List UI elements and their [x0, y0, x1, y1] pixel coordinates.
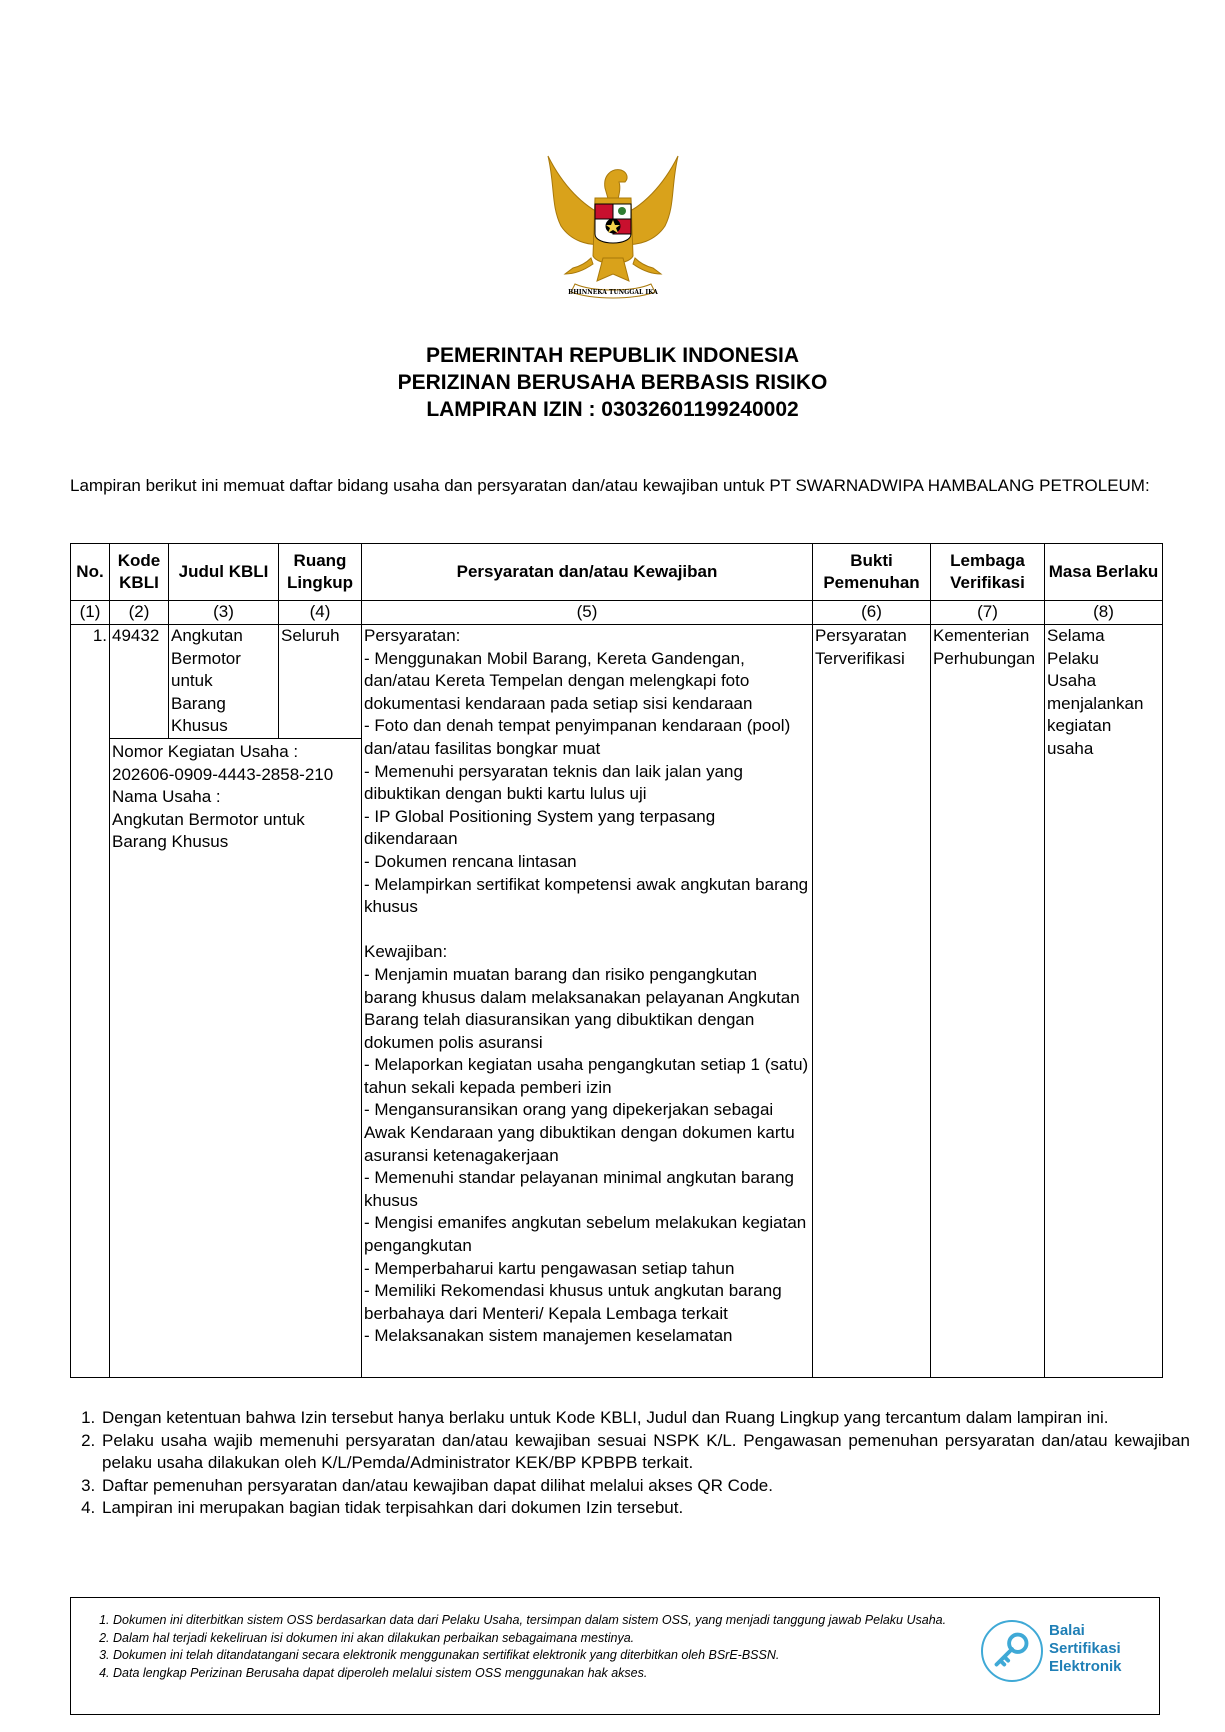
header-lembaga-verifikasi: Lembaga Verifikasi — [931, 544, 1045, 601]
header-persyaratan: Persyaratan dan/atau Kewajiban — [362, 544, 813, 601]
header-line-1: PEMERINTAH REPUBLIK INDONESIA — [426, 344, 799, 367]
header-masa-berlaku: Masa Berlaku — [1045, 544, 1163, 601]
notes-list — [70, 1407, 1190, 1520]
ruang-lingkup-value: Seluruh — [278, 625, 361, 738]
column-number-row — [71, 601, 1163, 625]
header-no: No. — [71, 544, 110, 601]
bukti-pemenuhan-value: Persyaratan Terverifikasi — [813, 625, 931, 1378]
list-item: 1. Dokumen ini diterbitkan sistem OSS berdasarkan data dari Pelaku Usaha, tersimpan dalam sistem OSS, yang menjadi tanggung jawab Pelaku Usaha. — [113, 1612, 993, 1630]
document-header — [0, 342, 1225, 423]
bsre-logo-text: Balai Sertifikasi Elektronik — [1049, 1622, 1122, 1675]
list-item: 2. Pelaku usaha wajib memenuhi persyaratan dan/atau kewajiban sesuai NSPK K/L. Pengawasan pemenuhan persyaratan dan/atau kewajiban pelaku usaha dilakukan oleh K/L/Pemda/Administrator KEK/BP KPBPB terkait. — [100, 1430, 1190, 1475]
lembaga-verifikasi-value: Kementerian Perhubungan — [931, 625, 1045, 1378]
footer-disclaimer-box — [70, 1597, 1160, 1715]
col-num-4: (4) — [279, 601, 362, 625]
kegiatan-usaha-info: Nomor Kegiatan Usaha : 202606-0909-4443-2858-210 Nama Usaha : Angkutan Bermotor untuk Barang Khusus — [112, 741, 334, 852]
col-num-8: (8) — [1045, 601, 1163, 625]
col-num-5: (5) — [362, 601, 813, 625]
table-header-row — [71, 544, 1163, 601]
persyaratan-value: Persyaratan: - Menggunakan Mobil Barang, Kereta Gandengan, dan/atau Kereta Tempelan dengan melengkapi foto dokumentasi kendaraan pada setiap sisi kendaraan - Foto dan denah tempat penyimpanan kendaraan (pool) dan/atau fasilitas bongkar muat - Memenuhi persyaratan teknis dan laik jalan yang dibuktikan dengan bukti kartu lulus uji - IP Global Positioning System yang terpasang dikendaraan - Dokumen rencana lintasan - Melampirkan sertifikat kompetensi awak angkutan barang khusus Kewajiban: - Menjamin muatan barang dan risiko pengangkutan barang khusus dalam melaksanakan pelayanan Angkutan Barang telah diasuransikan yang dibuktikan dengan dokumen polis asuransi - Melaporkan kegiatan usaha pengangkutan setiap 1 (satu) tahun sekali kepada pemberi izin - Mengansuransikan orang yang dipekerjakan sebagai Awak Kendaraan yang dibuktikan dengan dokumen kartu asuransi ketenagakerjaan - Memenuhi standar pelayanan minimal angkutan barang khusus - Mengisi emanifes angkutan sebelum melakukan kegiatan pengangkutan - Memperbaharui kartu pengawasan setiap tahun - Memiliki Rekomendasi khusus untuk angkutan barang berbahaya dari Menteri/ Kepala Lembaga terkait - Melaksanakan sistem manajemen keselamatan — [362, 625, 813, 1378]
list-item: 4. Data lengkap Perizinan Berusaha dapat diperoleh melalui sistem OSS menggunakan hak akses. — [113, 1665, 993, 1683]
bsre-logo — [981, 1618, 1141, 1688]
header-line-2: PERIZINAN BERUSAHA BERBASIS RISIKO — [397, 371, 828, 394]
list-item: 2. Dalam hal terjadi kekeliruan isi dokumen ini akan dilakukan perbaikan sebagaimana mestinya. — [113, 1630, 993, 1648]
emblem-motto: BHINNEKA TUNGGAL IKA — [568, 289, 658, 296]
masa-berlaku-value: Selama Pelaku Usaha menjalankan kegiatan usaha — [1045, 625, 1163, 1378]
kbli-detail-cell — [110, 625, 362, 1378]
kode-kbli-value: 49432 — [112, 626, 160, 645]
row-no: 1. — [71, 625, 110, 1378]
header-line-3: LAMPIRAN IZIN : 03032601199240002 — [426, 398, 799, 421]
list-item: 3. Daftar pemenuhan persyaratan dan/atau kewajiban dapat dilihat melalui akses QR Code. — [100, 1475, 1190, 1498]
table-row — [71, 625, 1163, 1378]
intro-text: Lampiran berikut ini memuat daftar bidang usaha dan persyaratan dan/atau kewajiban untuk PT SWARNADWIPA HAMBALANG PETROLEUM: — [70, 476, 1150, 495]
col-num-1: (1) — [71, 601, 110, 625]
judul-kbli-value: Angkutan Bermotor untuk Barang Khusus — [168, 625, 278, 738]
list-item: 3. Dokumen ini telah ditandatangani secara elektronik menggunakan sertifikat elektronik yang diterbitkan oleh BSrE-BSSN. — [113, 1647, 993, 1665]
list-item: 4. Lampiran ini merupakan bagian tidak terpisahkan dari dokumen Izin tersebut. — [100, 1497, 1190, 1520]
col-num-3: (3) — [169, 601, 279, 625]
header-bukti-pemenuhan: Bukti Pemenuhan — [813, 544, 931, 601]
bsre-key-icon — [981, 1620, 1043, 1682]
header-judul-kbli: Judul KBLI — [169, 544, 279, 601]
col-num-6: (6) — [813, 601, 931, 625]
list-item: 1. Dengan ketentuan bahwa Izin tersebut hanya berlaku untuk Kode KBLI, Judul dan Ruang Lingkup yang tercantum dalam lampiran ini. — [100, 1407, 1190, 1430]
footer-notes-list — [83, 1612, 993, 1682]
garuda-emblem-icon — [533, 146, 693, 306]
kbli-table — [70, 543, 1163, 1378]
header-kode-kbli: Kode KBLI — [110, 544, 169, 601]
col-num-2: (2) — [110, 601, 169, 625]
col-num-7: (7) — [931, 601, 1045, 625]
header-ruang-lingkup: Ruang Lingkup — [279, 544, 362, 601]
